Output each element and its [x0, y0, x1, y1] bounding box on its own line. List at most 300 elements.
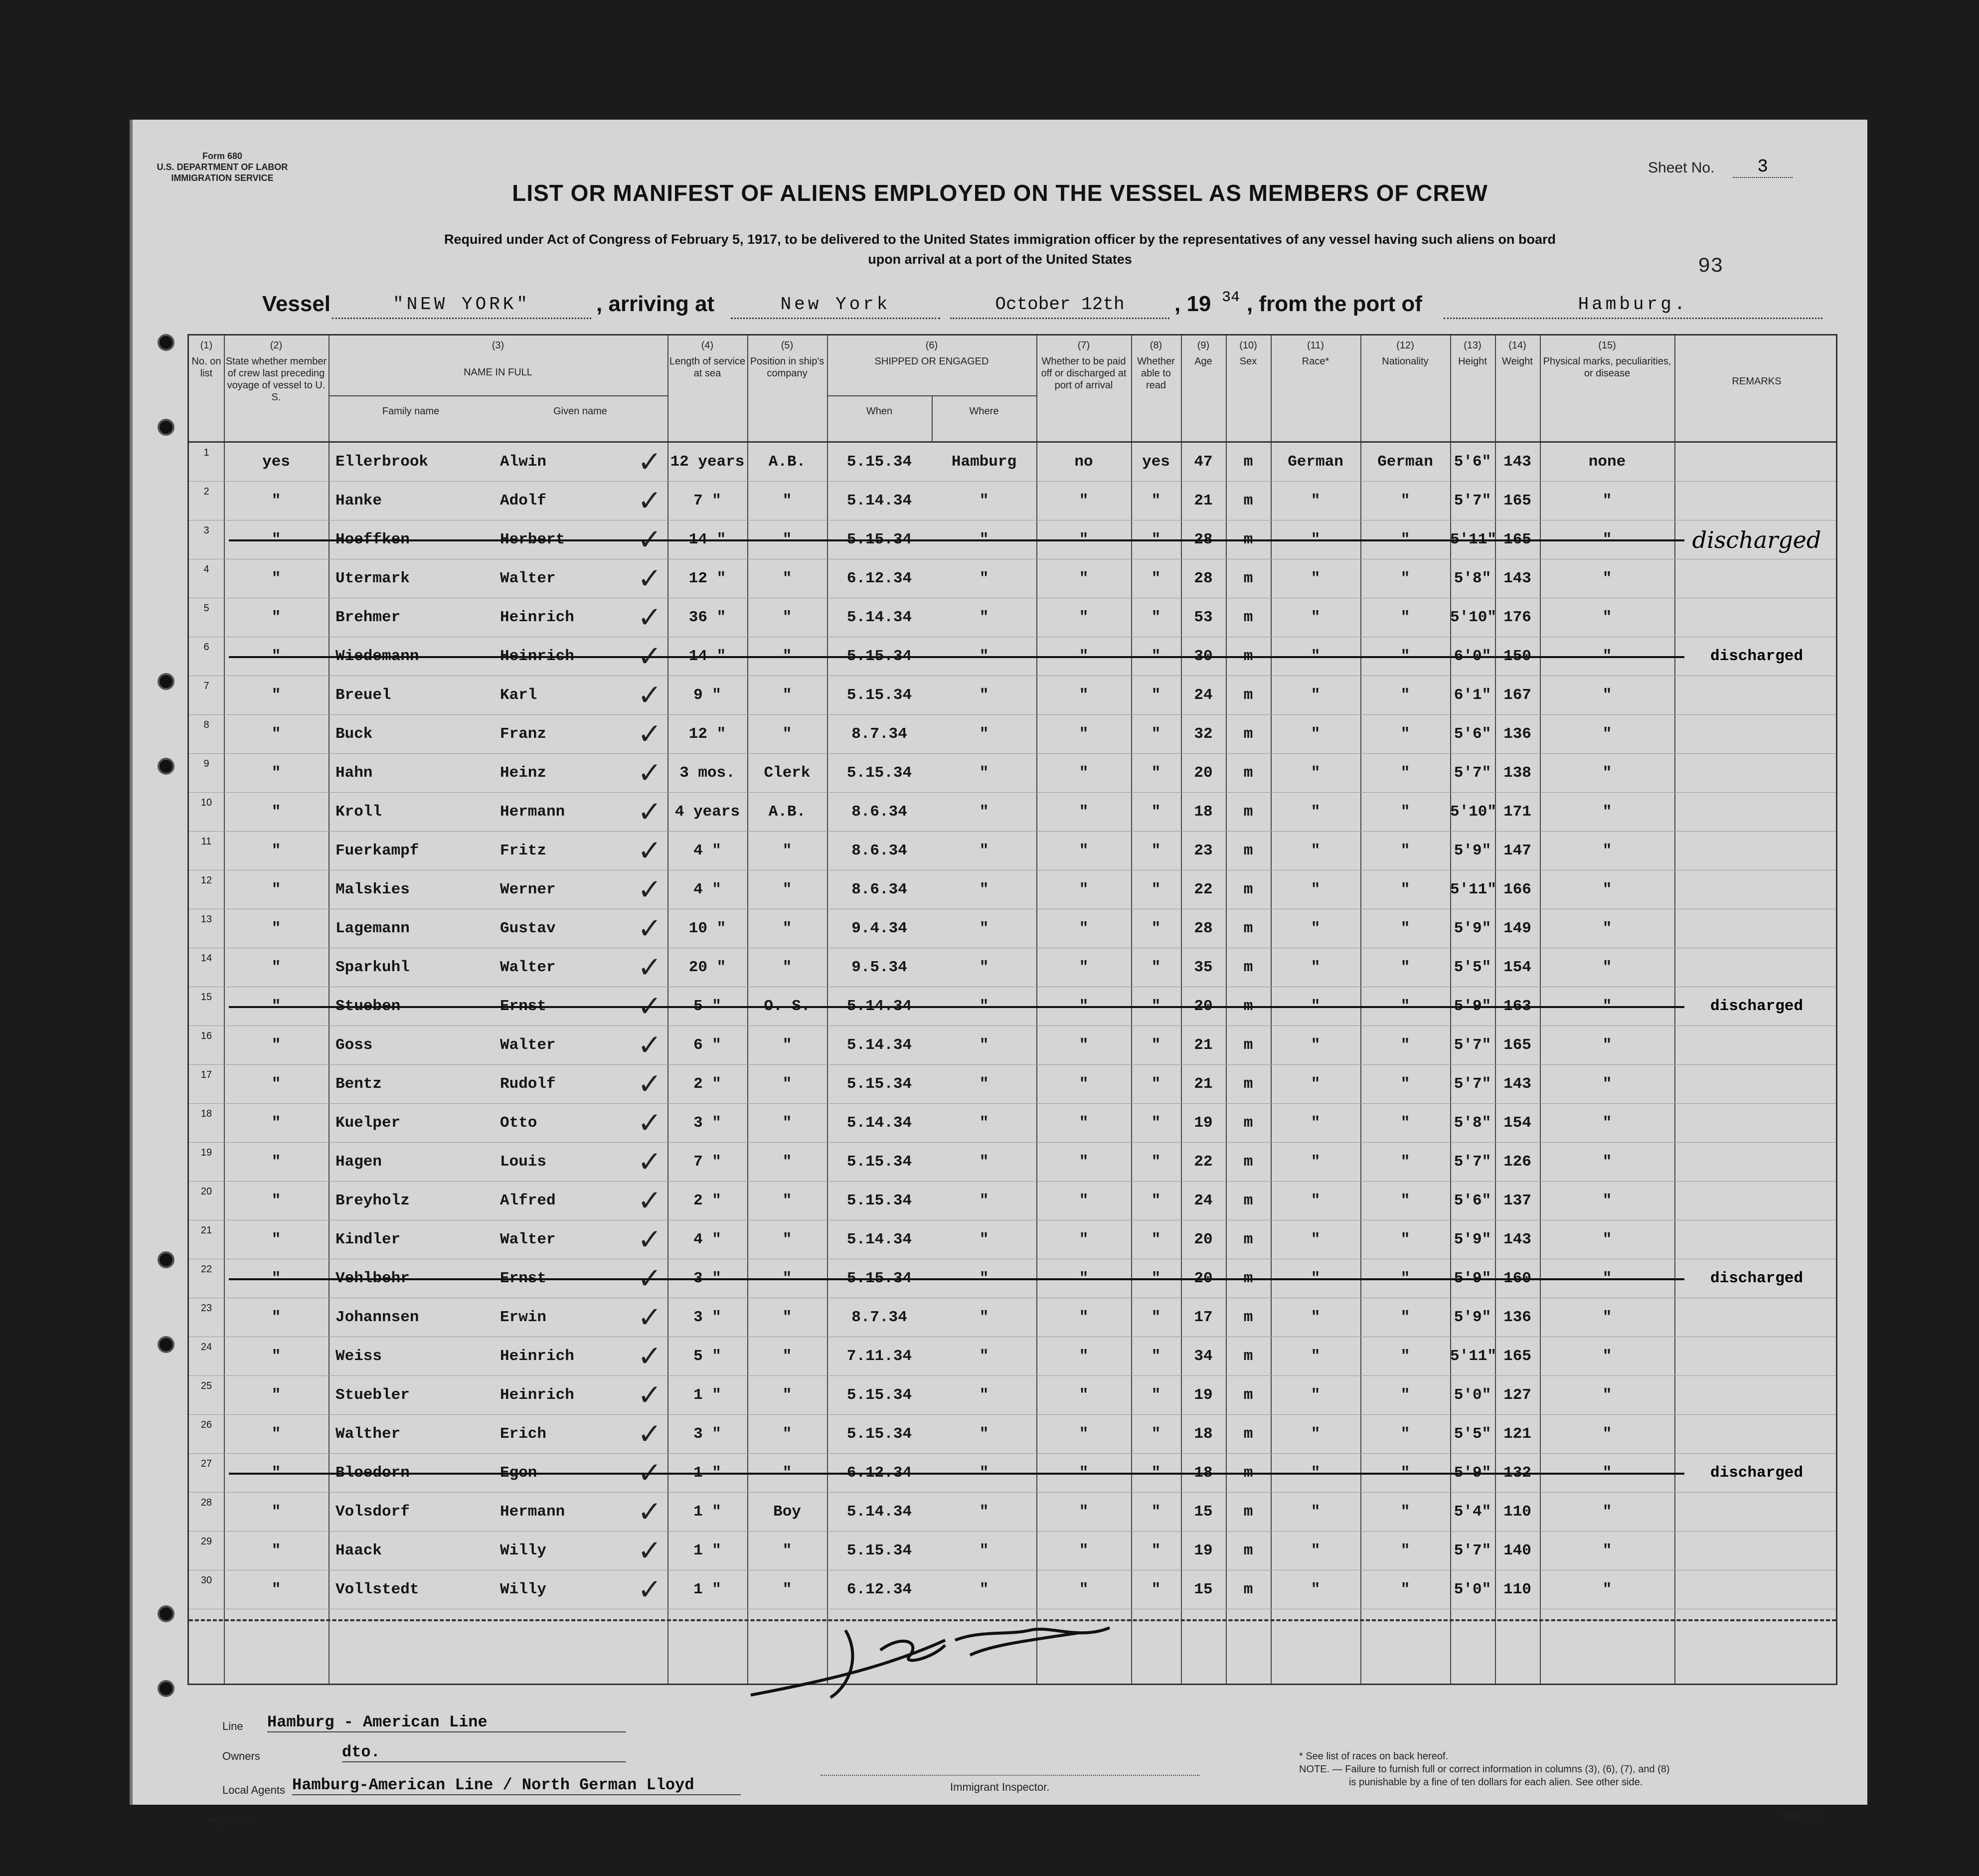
- cell-position: ": [782, 1425, 792, 1443]
- cell-when: 5.15.34: [846, 1153, 912, 1171]
- from-port-label: , from the port of: [1247, 292, 1422, 316]
- cell-service: 1 ": [693, 1542, 721, 1559]
- cell-position: Clerk: [764, 764, 811, 782]
- cell-family: Hanke: [335, 492, 382, 510]
- cell-family: Vollstedt: [335, 1581, 419, 1598]
- table-row: [189, 676, 1836, 715]
- cell-no: 1: [203, 447, 209, 458]
- cell-family: Wiedemann: [335, 648, 419, 665]
- cell-position: ": [782, 1386, 792, 1404]
- cell-height: 5'7": [1454, 1153, 1491, 1171]
- cell-read: ": [1151, 959, 1161, 976]
- year-suffix: 34: [1222, 289, 1240, 306]
- cell-service: 3 ": [693, 1114, 721, 1132]
- cell-when: 5.14.34: [846, 1503, 912, 1521]
- check-mark-icon: ✓: [638, 912, 662, 945]
- cell-weight: 160: [1503, 1270, 1531, 1287]
- table-row: [189, 1259, 1836, 1298]
- header-when: When: [866, 406, 893, 417]
- cell-where: ": [979, 1503, 989, 1521]
- cell-sex: m: [1243, 881, 1253, 898]
- cell-weight: 171: [1503, 803, 1531, 821]
- sheet-number-label: Sheet No.: [1648, 160, 1715, 176]
- cell-race: ": [1311, 1464, 1320, 1482]
- check-mark-icon: ✓: [638, 1223, 662, 1256]
- cell-age: 15: [1194, 1581, 1213, 1598]
- cell-read: ": [1151, 1270, 1161, 1287]
- cell-prev: ": [271, 803, 281, 821]
- cell-position: ": [782, 1114, 792, 1132]
- cell-when: 5.15.34: [846, 531, 912, 548]
- cell-height: 5'7": [1454, 1036, 1491, 1054]
- cell-remarks: [1674, 1415, 1839, 1454]
- cell-no: 29: [200, 1536, 212, 1547]
- cell-read: ": [1151, 1503, 1161, 1521]
- cell-when: 7.11.34: [846, 1348, 912, 1365]
- cell-height: 5'11": [1450, 531, 1497, 548]
- cell-height: 5'9": [1454, 842, 1491, 859]
- cell-nat: ": [1400, 1075, 1410, 1093]
- cell-position: ": [782, 959, 792, 976]
- cell-nat: ": [1400, 1348, 1410, 1365]
- cell-race: ": [1311, 1386, 1320, 1404]
- cell-position: ": [782, 920, 792, 937]
- cell-given: Alwin: [500, 453, 547, 471]
- cell-no: 4: [203, 564, 209, 575]
- cell-age: 21: [1194, 492, 1213, 510]
- header-name: (3) NAME IN FULL Family name Given name: [329, 336, 667, 443]
- cell-remarks: [1674, 443, 1839, 482]
- form-header: [153, 151, 292, 183]
- cell-when: 5.15.34: [846, 1386, 912, 1404]
- cell-weight: 149: [1503, 920, 1531, 937]
- cell-family: Kindler: [335, 1231, 401, 1248]
- cell-nat: ": [1400, 1542, 1410, 1559]
- check-mark-icon: ✓: [638, 835, 662, 867]
- cell-height: 5'10": [1450, 803, 1497, 821]
- cell-marks: ": [1602, 1542, 1612, 1559]
- cell-nat: ": [1400, 1231, 1410, 1248]
- header-read: (8) Whether able to read: [1137, 340, 1175, 391]
- cell-age: 32: [1194, 725, 1213, 743]
- cell-marks: ": [1602, 920, 1612, 937]
- cell-position: ": [782, 881, 792, 898]
- cell-prev: ": [271, 1581, 281, 1598]
- cell-prev: ": [271, 881, 281, 898]
- cell-age: 20: [1194, 764, 1213, 782]
- cell-race: ": [1311, 1309, 1320, 1326]
- cell-no: 2: [203, 486, 209, 497]
- cell-remarks: [1674, 1337, 1839, 1376]
- schedule-number: Sch 571: [1783, 1811, 1819, 1822]
- cell-position: ": [782, 1581, 792, 1598]
- arriving-label: , arriving at: [596, 292, 715, 316]
- cell-prev: ": [271, 1192, 281, 1209]
- cell-nat: ": [1400, 1464, 1410, 1482]
- cell-position: ": [782, 1348, 792, 1365]
- cell-no: 27: [200, 1458, 212, 1469]
- cell-marks: ": [1602, 959, 1612, 976]
- cell-weight: 166: [1503, 881, 1531, 898]
- cell-no: 18: [200, 1108, 212, 1119]
- check-mark-icon: ✓: [638, 990, 662, 1023]
- cell-when: 6.12.34: [846, 1581, 912, 1598]
- cell-paid: ": [1079, 1075, 1089, 1093]
- cell-family: Hagen: [335, 1153, 382, 1171]
- cell-position: ": [782, 1153, 792, 1171]
- cell-given: Heinrich: [500, 1348, 574, 1365]
- cell-given: Egon: [500, 1464, 537, 1482]
- cell-height: 5'10": [1450, 609, 1497, 626]
- cell-age: 23: [1194, 842, 1213, 859]
- cell-when: 5.15.34: [846, 764, 912, 782]
- cell-weight: 136: [1503, 1309, 1531, 1326]
- cell-race: ": [1311, 1503, 1320, 1521]
- year-prefix: , 19: [1174, 292, 1211, 316]
- cell-service: 4 ": [693, 1231, 721, 1248]
- cell-given: Willy: [500, 1542, 547, 1559]
- table-row: [189, 482, 1836, 520]
- strike-through-line: [229, 539, 1684, 541]
- cell-sex: m: [1243, 725, 1253, 743]
- cell-age: 28: [1194, 920, 1213, 937]
- cell-paid: ": [1079, 764, 1089, 782]
- cell-service: 3 ": [693, 1425, 721, 1443]
- cell-paid: ": [1079, 1581, 1089, 1598]
- cell-race: ": [1311, 803, 1320, 821]
- table-row: [189, 1220, 1836, 1259]
- cell-remarks: [1674, 1376, 1839, 1415]
- cell-nat: ": [1400, 881, 1410, 898]
- cell-given: Erich: [500, 1425, 547, 1443]
- cell-race: ": [1311, 609, 1320, 626]
- cell-sex: m: [1243, 1425, 1253, 1443]
- cell-sex: m: [1243, 570, 1253, 587]
- cell-when: 5.15.34: [846, 453, 912, 471]
- cell-position: ": [782, 686, 792, 704]
- cell-service: 1 ": [693, 1581, 721, 1598]
- cell-when: 6.12.34: [846, 1464, 912, 1482]
- cell-nat: ": [1400, 609, 1410, 626]
- cell-remarks: [1674, 793, 1839, 832]
- cell-nat: ": [1400, 1114, 1410, 1132]
- cell-prev: ": [271, 1153, 281, 1171]
- cell-weight: 138: [1503, 764, 1531, 782]
- cell-family: Bloedorn: [335, 1464, 410, 1482]
- cell-marks: ": [1602, 1153, 1612, 1171]
- cell-age: 19: [1194, 1542, 1213, 1559]
- cell-no: 3: [203, 525, 209, 536]
- cell-service: 14 ": [688, 531, 726, 548]
- strike-through-line: [229, 656, 1684, 658]
- cell-where: Hamburg: [951, 453, 1017, 471]
- cell-service: 12 ": [688, 725, 726, 743]
- line-label: Line: [222, 1720, 243, 1732]
- table-row: [189, 520, 1836, 559]
- cell-service: 10 ": [688, 920, 726, 937]
- cell-paid: ": [1079, 803, 1089, 821]
- cell-service: 6 ": [693, 1036, 721, 1054]
- cell-race: ": [1311, 648, 1320, 665]
- cell-read: ": [1151, 648, 1161, 665]
- cell-read: ": [1151, 1348, 1161, 1365]
- cell-no: 14: [200, 953, 212, 964]
- cell-nat: ": [1400, 764, 1410, 782]
- cell-family: Hahn: [335, 764, 373, 782]
- check-mark-icon: ✓: [638, 1185, 662, 1217]
- cell-sex: m: [1243, 1192, 1253, 1209]
- cell-no: 20: [200, 1186, 212, 1197]
- cell-nat: ": [1400, 1270, 1410, 1287]
- cell-nat: ": [1400, 1309, 1410, 1326]
- cell-marks: ": [1602, 803, 1612, 821]
- cell-paid: ": [1079, 1270, 1089, 1287]
- cell-prev: ": [271, 998, 281, 1015]
- cell-when: 6.12.34: [846, 570, 912, 587]
- departure-port: Hamburg.: [1444, 294, 1822, 319]
- check-mark-icon: ✓: [638, 679, 662, 711]
- cell-nat: ": [1400, 1581, 1410, 1598]
- cell-remarks: [1674, 948, 1839, 987]
- cell-read: ": [1151, 1386, 1161, 1404]
- table-row: [189, 909, 1836, 948]
- cell-where: ": [979, 1153, 989, 1171]
- cell-family: Goss: [335, 1036, 373, 1054]
- cell-age: 18: [1194, 1425, 1213, 1443]
- cell-weight: 110: [1503, 1503, 1531, 1521]
- cell-given: Heinrich: [500, 1386, 574, 1404]
- cell-sex: m: [1243, 492, 1253, 510]
- binder-hole: [158, 1336, 174, 1353]
- table-row: [189, 870, 1836, 909]
- cell-family: Breuel: [335, 686, 391, 704]
- cell-no: 5: [203, 603, 209, 614]
- cell-height: 6'0": [1454, 648, 1491, 665]
- cell-when: 8.6.34: [851, 842, 907, 859]
- cell-sex: m: [1243, 920, 1253, 937]
- cell-marks: ": [1602, 1192, 1612, 1209]
- cell-family: Stueben: [335, 998, 401, 1015]
- cell-service: 3 ": [693, 1270, 721, 1287]
- cell-service: 7 ": [693, 492, 721, 510]
- cell-paid: ": [1079, 1503, 1089, 1521]
- cell-family: Brehmer: [335, 609, 401, 626]
- cell-paid: no: [1074, 453, 1093, 471]
- cell-prev: ": [271, 686, 281, 704]
- cell-service: 20 ": [688, 959, 726, 976]
- cell-when: 5.15.34: [846, 1542, 912, 1559]
- cell-given: Ernst: [500, 998, 547, 1015]
- cell-age: 22: [1194, 881, 1213, 898]
- cell-age: 19: [1194, 1386, 1213, 1404]
- cell-age: 18: [1194, 1464, 1213, 1482]
- arrival-date: October 12th: [950, 294, 1169, 319]
- cell-age: 24: [1194, 686, 1213, 704]
- table-row: [189, 1415, 1836, 1454]
- cell-where: ": [979, 881, 989, 898]
- inspector-signature: [731, 1610, 1179, 1710]
- cell-nat: ": [1400, 920, 1410, 937]
- cell-where: ": [979, 686, 989, 704]
- cell-prev: ": [271, 1542, 281, 1559]
- cell-position: ": [782, 570, 792, 587]
- cell-no: 19: [200, 1147, 212, 1158]
- cell-sex: m: [1243, 998, 1253, 1015]
- cell-height: 5'9": [1454, 998, 1491, 1015]
- binder-hole: [158, 1251, 174, 1268]
- cell-height: 5'11": [1450, 881, 1497, 898]
- cell-where: ": [979, 764, 989, 782]
- cell-nat: ": [1400, 531, 1410, 548]
- cell-given: Erwin: [500, 1309, 547, 1326]
- cell-paid: ": [1079, 492, 1089, 510]
- cell-read: ": [1151, 842, 1161, 859]
- cell-nat: German: [1377, 453, 1433, 471]
- cell-height: 5'9": [1454, 1464, 1491, 1482]
- cell-sex: m: [1243, 1386, 1253, 1404]
- cell-remarks: [1674, 676, 1839, 715]
- vessel-label: Vessel: [262, 292, 331, 316]
- line-value: Hamburg - American Line: [267, 1713, 626, 1732]
- cell-remarks: [1674, 870, 1839, 909]
- cell-remarks: [1674, 1104, 1839, 1143]
- cell-when: 5.14.34: [846, 998, 912, 1015]
- check-mark-icon: ✓: [638, 1029, 662, 1061]
- cell-race: German: [1288, 453, 1343, 471]
- binder-hole: [158, 334, 174, 351]
- check-mark-icon: ✓: [638, 1107, 662, 1139]
- cell-age: 21: [1194, 1036, 1213, 1054]
- cell-when: 5.15.34: [846, 686, 912, 704]
- cell-sex: m: [1243, 842, 1253, 859]
- cell-family: Stuebler: [335, 1386, 410, 1404]
- table-row: [189, 1493, 1836, 1532]
- cell-family: Vehlbehr: [335, 1270, 410, 1287]
- cell-no: 28: [200, 1497, 212, 1508]
- cell-remarks: [1674, 754, 1839, 793]
- cell-height: 5'7": [1454, 1542, 1491, 1559]
- cell-service: 9 ": [693, 686, 721, 704]
- cell-remarks: [1674, 1532, 1839, 1570]
- cell-remarks: [1674, 832, 1839, 870]
- cell-height: 5'5": [1454, 959, 1491, 976]
- cell-weight: 143: [1503, 453, 1531, 471]
- cell-given: Walter: [500, 959, 556, 976]
- header-no: (1) No. on list: [191, 340, 221, 379]
- cell-age: 47: [1194, 453, 1213, 471]
- cell-age: 30: [1194, 648, 1213, 665]
- cell-marks: ": [1602, 1581, 1612, 1598]
- cell-paid: ": [1079, 842, 1089, 859]
- cell-position: A.B.: [768, 453, 806, 471]
- cell-weight: 163: [1503, 998, 1531, 1015]
- cell-race: ": [1311, 570, 1320, 587]
- cell-height: 5'9": [1454, 1231, 1491, 1248]
- cell-age: 34: [1194, 1348, 1213, 1365]
- table-row: [189, 987, 1836, 1026]
- cell-weight: 136: [1503, 725, 1531, 743]
- cell-position: ": [782, 1309, 792, 1326]
- cell-paid: ": [1079, 1348, 1089, 1365]
- cell-position: ": [782, 842, 792, 859]
- cell-family: Walther: [335, 1425, 401, 1443]
- cell-race: ": [1311, 920, 1320, 937]
- table-row: [189, 1298, 1836, 1337]
- cell-weight: 126: [1503, 1153, 1531, 1171]
- cell-marks: ": [1602, 842, 1612, 859]
- cell-race: ": [1311, 998, 1320, 1015]
- cell-where: ": [979, 1036, 989, 1054]
- cell-given: Karl: [500, 686, 537, 704]
- cell-given: Alfred: [500, 1192, 556, 1209]
- cell-age: 18: [1194, 803, 1213, 821]
- subtitle-line-2: upon arrival at a port of the United States: [868, 252, 1132, 267]
- cell-paid: ": [1079, 1231, 1089, 1248]
- cell-remarks: discharged: [1710, 998, 1804, 1015]
- cell-given: Herbert: [500, 531, 565, 548]
- cell-no: 17: [200, 1069, 212, 1080]
- cell-weight: 154: [1503, 1114, 1531, 1132]
- cell-weight: 147: [1503, 842, 1531, 859]
- cell-when: 9.5.34: [851, 959, 907, 976]
- cell-remarks: [1674, 1298, 1839, 1337]
- cell-no: 7: [203, 681, 209, 691]
- cell-when: 8.7.34: [851, 1309, 907, 1326]
- cell-nat: ": [1400, 1036, 1410, 1054]
- cell-sex: m: [1243, 531, 1253, 548]
- cell-weight: 143: [1503, 1231, 1531, 1248]
- cell-prev: ": [271, 1231, 281, 1248]
- cell-race: ": [1311, 725, 1320, 743]
- cell-prev: ": [271, 1114, 281, 1132]
- cell-height: 5'7": [1454, 764, 1491, 782]
- cell-remarks: [1674, 559, 1839, 598]
- header-age: (9) Age: [1194, 340, 1212, 367]
- table-row: [189, 637, 1836, 676]
- cell-read: ": [1151, 1036, 1161, 1054]
- cell-paid: ": [1079, 725, 1089, 743]
- cell-prev: yes: [262, 453, 290, 471]
- cell-weight: 143: [1503, 570, 1531, 587]
- cell-sex: m: [1243, 1231, 1253, 1248]
- cell-position: ": [782, 1075, 792, 1093]
- cell-age: 53: [1194, 609, 1213, 626]
- table-row: [189, 1337, 1836, 1376]
- table-row: [189, 1454, 1836, 1493]
- cell-prev: ": [271, 764, 281, 782]
- cell-marks: ": [1602, 531, 1612, 548]
- cell-nat: ": [1400, 803, 1410, 821]
- check-mark-icon: ✓: [638, 562, 662, 595]
- cell-no: 25: [200, 1380, 212, 1391]
- cell-read: ": [1151, 570, 1161, 587]
- cell-given: Heinrich: [500, 648, 574, 665]
- cell-service: 2 ": [693, 1192, 721, 1209]
- check-mark-icon: ✓: [638, 873, 662, 906]
- header-height: (13) Height: [1458, 340, 1487, 367]
- cell-age: 20: [1194, 998, 1213, 1015]
- cell-read: yes: [1142, 453, 1170, 471]
- cell-nat: ": [1400, 998, 1410, 1015]
- cell-prev: ": [271, 492, 281, 510]
- cell-when: 5.14.34: [846, 609, 912, 626]
- cell-family: Bentz: [335, 1075, 382, 1093]
- cell-no: 26: [200, 1419, 212, 1430]
- cell-nat: ": [1400, 1153, 1410, 1171]
- cell-race: ": [1311, 1542, 1320, 1559]
- cell-service: 14 ": [688, 648, 726, 665]
- header-remarks: REMARKS: [1732, 376, 1782, 387]
